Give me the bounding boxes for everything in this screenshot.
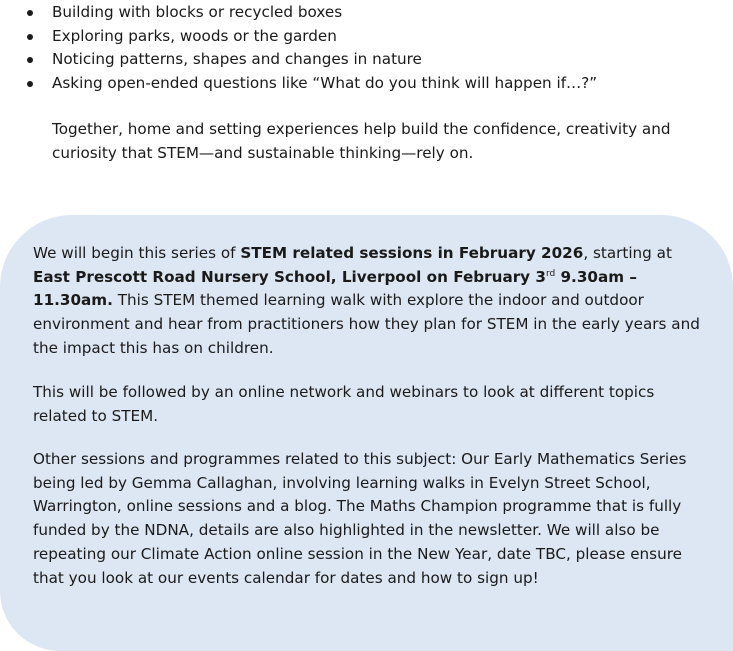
list-item-text: Noticing patterns, shapes and changes in nature	[52, 50, 422, 68]
bullet-icon	[27, 10, 33, 16]
stem-activity-list	[0, 1, 733, 95]
sessions-highlight: STEM related sessions in February 2026	[240, 244, 584, 262]
list-item-text: Asking open-ended questions like “What do you think will happen if…?”	[52, 73, 598, 92]
bullet-icon	[27, 57, 33, 63]
intro-text: , starting at	[583, 244, 672, 262]
list-item	[0, 48, 733, 72]
list-item	[0, 72, 733, 96]
followup-paragraph: This will be followed by an online network and webinars to look at different topics related to STEM.	[33, 383, 655, 425]
other-sessions-paragraph: Other sessions and programmes related to this subject: Our Early Mathematics Series being led by Gemma Callaghan, involving learning walks in Evelyn Street School, Warrington, online sessions and a blog. The Maths Champion programme that is fully funded by the NDNA, details are also highlighted in the newsletter. We will also be repeating our Climate Action online session in the New Year, date TBC, please ensure that you look at our events calendar for dates and how to sign up!	[33, 450, 687, 587]
intro-text: We will begin this series of	[33, 244, 241, 262]
list-item-text: Exploring parks, woods or the garden	[52, 26, 337, 45]
bullet-icon	[27, 34, 33, 40]
intro-text: This STEM themed learning walk with explore the indoor and outdoor environment and hear from practitioners how they plan for STEM in the early years and the impact this has on children.	[33, 291, 700, 357]
date-ordinal-suffix: rd	[545, 268, 556, 279]
bullet-icon	[27, 81, 33, 87]
time-highlight: 9.30am – 11.30am.	[33, 267, 637, 310]
together-paragraph: Together, home and setting experiences help build the confidence, creativity and curiosity that STEM—and sustainable thinking—rely on.	[52, 120, 671, 162]
list-item-text: Building with blocks or recycled boxes	[52, 3, 343, 21]
sessions-intro-paragraph	[33, 242, 701, 361]
list-item	[0, 25, 733, 49]
stem-sessions-callout	[0, 215, 733, 651]
list-item	[0, 1, 733, 25]
venue-highlight: East Prescott Road Nursery School, Liverpool on February 3	[33, 267, 546, 286]
